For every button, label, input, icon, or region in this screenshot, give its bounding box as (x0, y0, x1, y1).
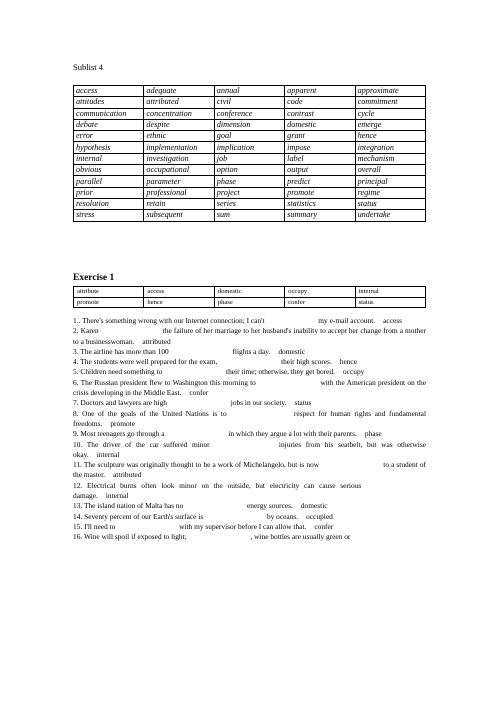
exercise-answer: occupied (306, 511, 333, 521)
word-table-cell: status (355, 198, 425, 209)
exercise-item (73, 460, 426, 481)
exercise-item (73, 347, 426, 357)
exercise-text-before: 4. The students were well prepared for the exam, (73, 357, 218, 367)
exercise-text-after: energy sources. (247, 501, 293, 511)
word-table-row (74, 131, 426, 142)
word-table-row (74, 142, 426, 153)
exercise-text-before: 5. Children need something to (73, 367, 163, 377)
exercise-item (73, 316, 426, 326)
exercise-title: Exercise 1 (73, 273, 115, 283)
word-table-cell: code (285, 97, 355, 108)
exercise-text-after: , wine bottles are usually green or (250, 532, 351, 542)
exercise-text-after: with the American president on the crisis developing in the Middle East. (73, 377, 426, 398)
exercise-answer: domestic (300, 501, 328, 511)
exercise-text-after: jobs in our society. (230, 398, 287, 408)
exercise-answer: status (294, 398, 312, 408)
exercise-text-after: injuries from his seatbelt, but was otherwise okay. (73, 439, 426, 459)
exercise-word-cell: confer (285, 297, 355, 308)
word-table-cell: ethnic (144, 131, 214, 142)
exercise-text-after: my e-mail account. (318, 316, 376, 325)
word-table-cell: civil (214, 97, 284, 108)
exercise-answer: internal (105, 491, 129, 501)
exercise-word-cell: access (144, 287, 214, 298)
word-table-cell: undertake (355, 210, 425, 221)
exercise-text-after: flights a day. (232, 346, 271, 356)
word-table-cell: access (74, 86, 144, 97)
word-table-cell: error (74, 131, 144, 142)
word-table-cell: approximate (355, 86, 425, 97)
exercise-answer: attributed (142, 336, 171, 346)
word-table-cell: prior (74, 187, 144, 198)
word-table-cell: hence (355, 131, 425, 142)
exercise-item (73, 429, 426, 439)
exercise-text-after: respect for human rights and fundamental freedoms. (73, 408, 426, 428)
word-table-cell: parallel (74, 176, 144, 187)
word-table-cell: retain (144, 198, 214, 209)
exercise-word-cell: promote (74, 297, 144, 308)
word-table-cell: statistics (285, 198, 355, 209)
exercise-word-cell: status (355, 297, 425, 308)
exercise-item (73, 378, 426, 399)
exercise-item (73, 522, 426, 532)
word-table-cell: resolution (74, 198, 144, 209)
word-table-cell: attitudes (74, 97, 144, 108)
word-table-cell: annual (214, 86, 284, 97)
word-table-row (74, 108, 426, 119)
word-table-cell: conference (214, 108, 284, 119)
word-table-row (74, 187, 426, 198)
exercise-word-cell: internal (355, 287, 425, 298)
exercise-text-before: 16. Wine will spoil if exposed to light; (73, 532, 187, 542)
exercise-word-cell: hence (144, 297, 214, 308)
word-table-row (74, 210, 426, 221)
word-table-cell: investigation (144, 153, 214, 164)
word-table-row (74, 165, 426, 176)
word-table-cell: parameter (144, 176, 214, 187)
word-table-cell: overall (355, 165, 425, 176)
exercise-word-table (73, 286, 426, 308)
exercise-item (73, 501, 426, 511)
word-table-cell: adequate (144, 86, 214, 97)
word-table-cell: implication (214, 142, 284, 153)
word-table-cell: stress (74, 210, 144, 221)
exercise-word-cell: phase (214, 297, 284, 308)
word-table-cell: principal (355, 176, 425, 187)
exercise-answer: phase (364, 429, 382, 439)
exercise-text-before: 13. The island nation of Malta has no (73, 501, 184, 511)
word-table-cell: concentration (144, 108, 214, 119)
word-table-row (74, 176, 426, 187)
exercise-answer: internal (96, 449, 120, 459)
word-table-row (74, 198, 426, 209)
exercise-word-row (74, 297, 426, 308)
word-table-cell: regime (355, 187, 425, 198)
exercise-text-after: the failure of her marriage to her husband's inability to accept her change from a mother to a businesswoman. (73, 326, 426, 346)
word-table-cell: project (214, 187, 284, 198)
exercise-item (73, 532, 426, 542)
exercise-item (73, 367, 426, 377)
exercise-answer: occupy (343, 367, 365, 377)
word-table-cell: sum (214, 210, 284, 221)
word-table-cell: promote (285, 187, 355, 198)
exercise-answer: confer (314, 521, 334, 531)
exercise-text-before: 7. Doctors and lawyers are high (73, 398, 167, 408)
exercise-text-before: 6. The Russian president flew to Washington this morning to (73, 377, 256, 387)
word-table-cell: mechanism (355, 153, 425, 164)
exercise-item (73, 409, 426, 430)
exercise-item (73, 326, 426, 347)
word-table-row (74, 86, 426, 97)
word-table-cell: summary (285, 210, 355, 221)
word-table-cell: goal (214, 131, 284, 142)
exercise-text-before: 3. The airline has more than 100 (73, 346, 169, 356)
exercise-text-after: to a student of the master. (73, 460, 427, 480)
word-table-row (74, 97, 426, 108)
word-table-cell: option (214, 165, 284, 176)
word-table-cell: emerge (355, 119, 425, 130)
exercise-item (73, 398, 426, 408)
exercise-text-before: 9. Most teenagers go through a (73, 429, 165, 439)
word-table-cell: attributed (144, 97, 214, 108)
exercise-answer: confer (189, 388, 209, 398)
word-table-cell: predict (285, 176, 355, 187)
exercise-text-after: in which they argue a lot with their parents. (228, 429, 357, 439)
sublist-word-table (73, 85, 426, 222)
word-table-cell: professional (144, 187, 214, 198)
word-table-cell: phase (214, 176, 284, 187)
exercise-word-cell: attribute (74, 287, 144, 298)
exercise-text-before: 10. The driver of the car suffered minor (73, 439, 210, 449)
word-table-cell: output (285, 165, 355, 176)
word-table-cell: domestic (285, 119, 355, 130)
word-table-row (74, 153, 426, 164)
exercise-word-cell: domestic (214, 287, 284, 298)
exercise-text-before: 14. Seventy percent of our Earth's surface is (73, 511, 204, 521)
word-table-cell: internal (74, 153, 144, 164)
word-table-cell: communication (74, 108, 144, 119)
exercise-item (73, 481, 426, 502)
exercise-answer: attributed (113, 470, 142, 480)
exercise-text-after: damage. (73, 491, 98, 501)
exercise-answer: access (383, 316, 403, 325)
exercise-text-before: 12. Electrical burns often look minor on the outside, but electricity can cause serious (73, 480, 362, 490)
word-table-cell: series (214, 198, 284, 209)
word-table-cell: despite (144, 119, 214, 130)
word-table-cell: cycle (355, 108, 425, 119)
word-table-cell: commitment (355, 97, 425, 108)
word-table-cell: obvious (74, 165, 144, 176)
exercise-word-row (74, 287, 426, 298)
word-table-cell: debate (74, 119, 144, 130)
word-table-cell: subsequent (144, 210, 214, 221)
exercise-text-before: 8. One of the goals of the United Nations is to (73, 408, 227, 418)
exercise-item (73, 512, 426, 522)
exercise-text-before: 2. Karen (73, 326, 99, 336)
exercise-text-after: with my supervisor before I can allow that. (179, 521, 307, 531)
word-table-cell: apparent (285, 86, 355, 97)
exercise-text-before: 11. The sculpture was originally thought to be a work of Michelangelo, but is now (73, 460, 320, 470)
exercise-text-before: 15. I'll need to (73, 521, 116, 531)
exercise-answer: domestic (278, 346, 306, 356)
word-table-cell: occupational (144, 165, 214, 176)
word-table-cell: grant (285, 131, 355, 142)
word-table-cell: hypothesis (74, 142, 144, 153)
exercise-answer: promote (110, 418, 135, 428)
exercise-text-after: their high scores. (281, 357, 332, 367)
exercise-list (73, 316, 426, 543)
exercise-text-before: 1.. There's something wrong with our Internet connection; I can't (73, 316, 265, 325)
word-table-cell: job (214, 153, 284, 164)
exercise-word-cell: occupy (285, 287, 355, 298)
word-table-cell: impose (285, 142, 355, 153)
sublist-title: Sublist 4 (73, 62, 103, 72)
word-table-cell: integration (355, 142, 425, 153)
word-table-row (74, 119, 426, 130)
exercise-text-after: their time; otherwise, they get bored. (226, 367, 335, 377)
exercise-item (73, 357, 426, 367)
word-table-cell: label (285, 153, 355, 164)
word-table-cell: dimension (214, 119, 284, 130)
word-table-cell: implementation (144, 142, 214, 153)
word-table-cell: contrast (285, 108, 355, 119)
exercise-answer: hence (339, 357, 357, 367)
exercise-item (73, 440, 426, 461)
exercise-text-after: by oceans. (266, 511, 299, 521)
